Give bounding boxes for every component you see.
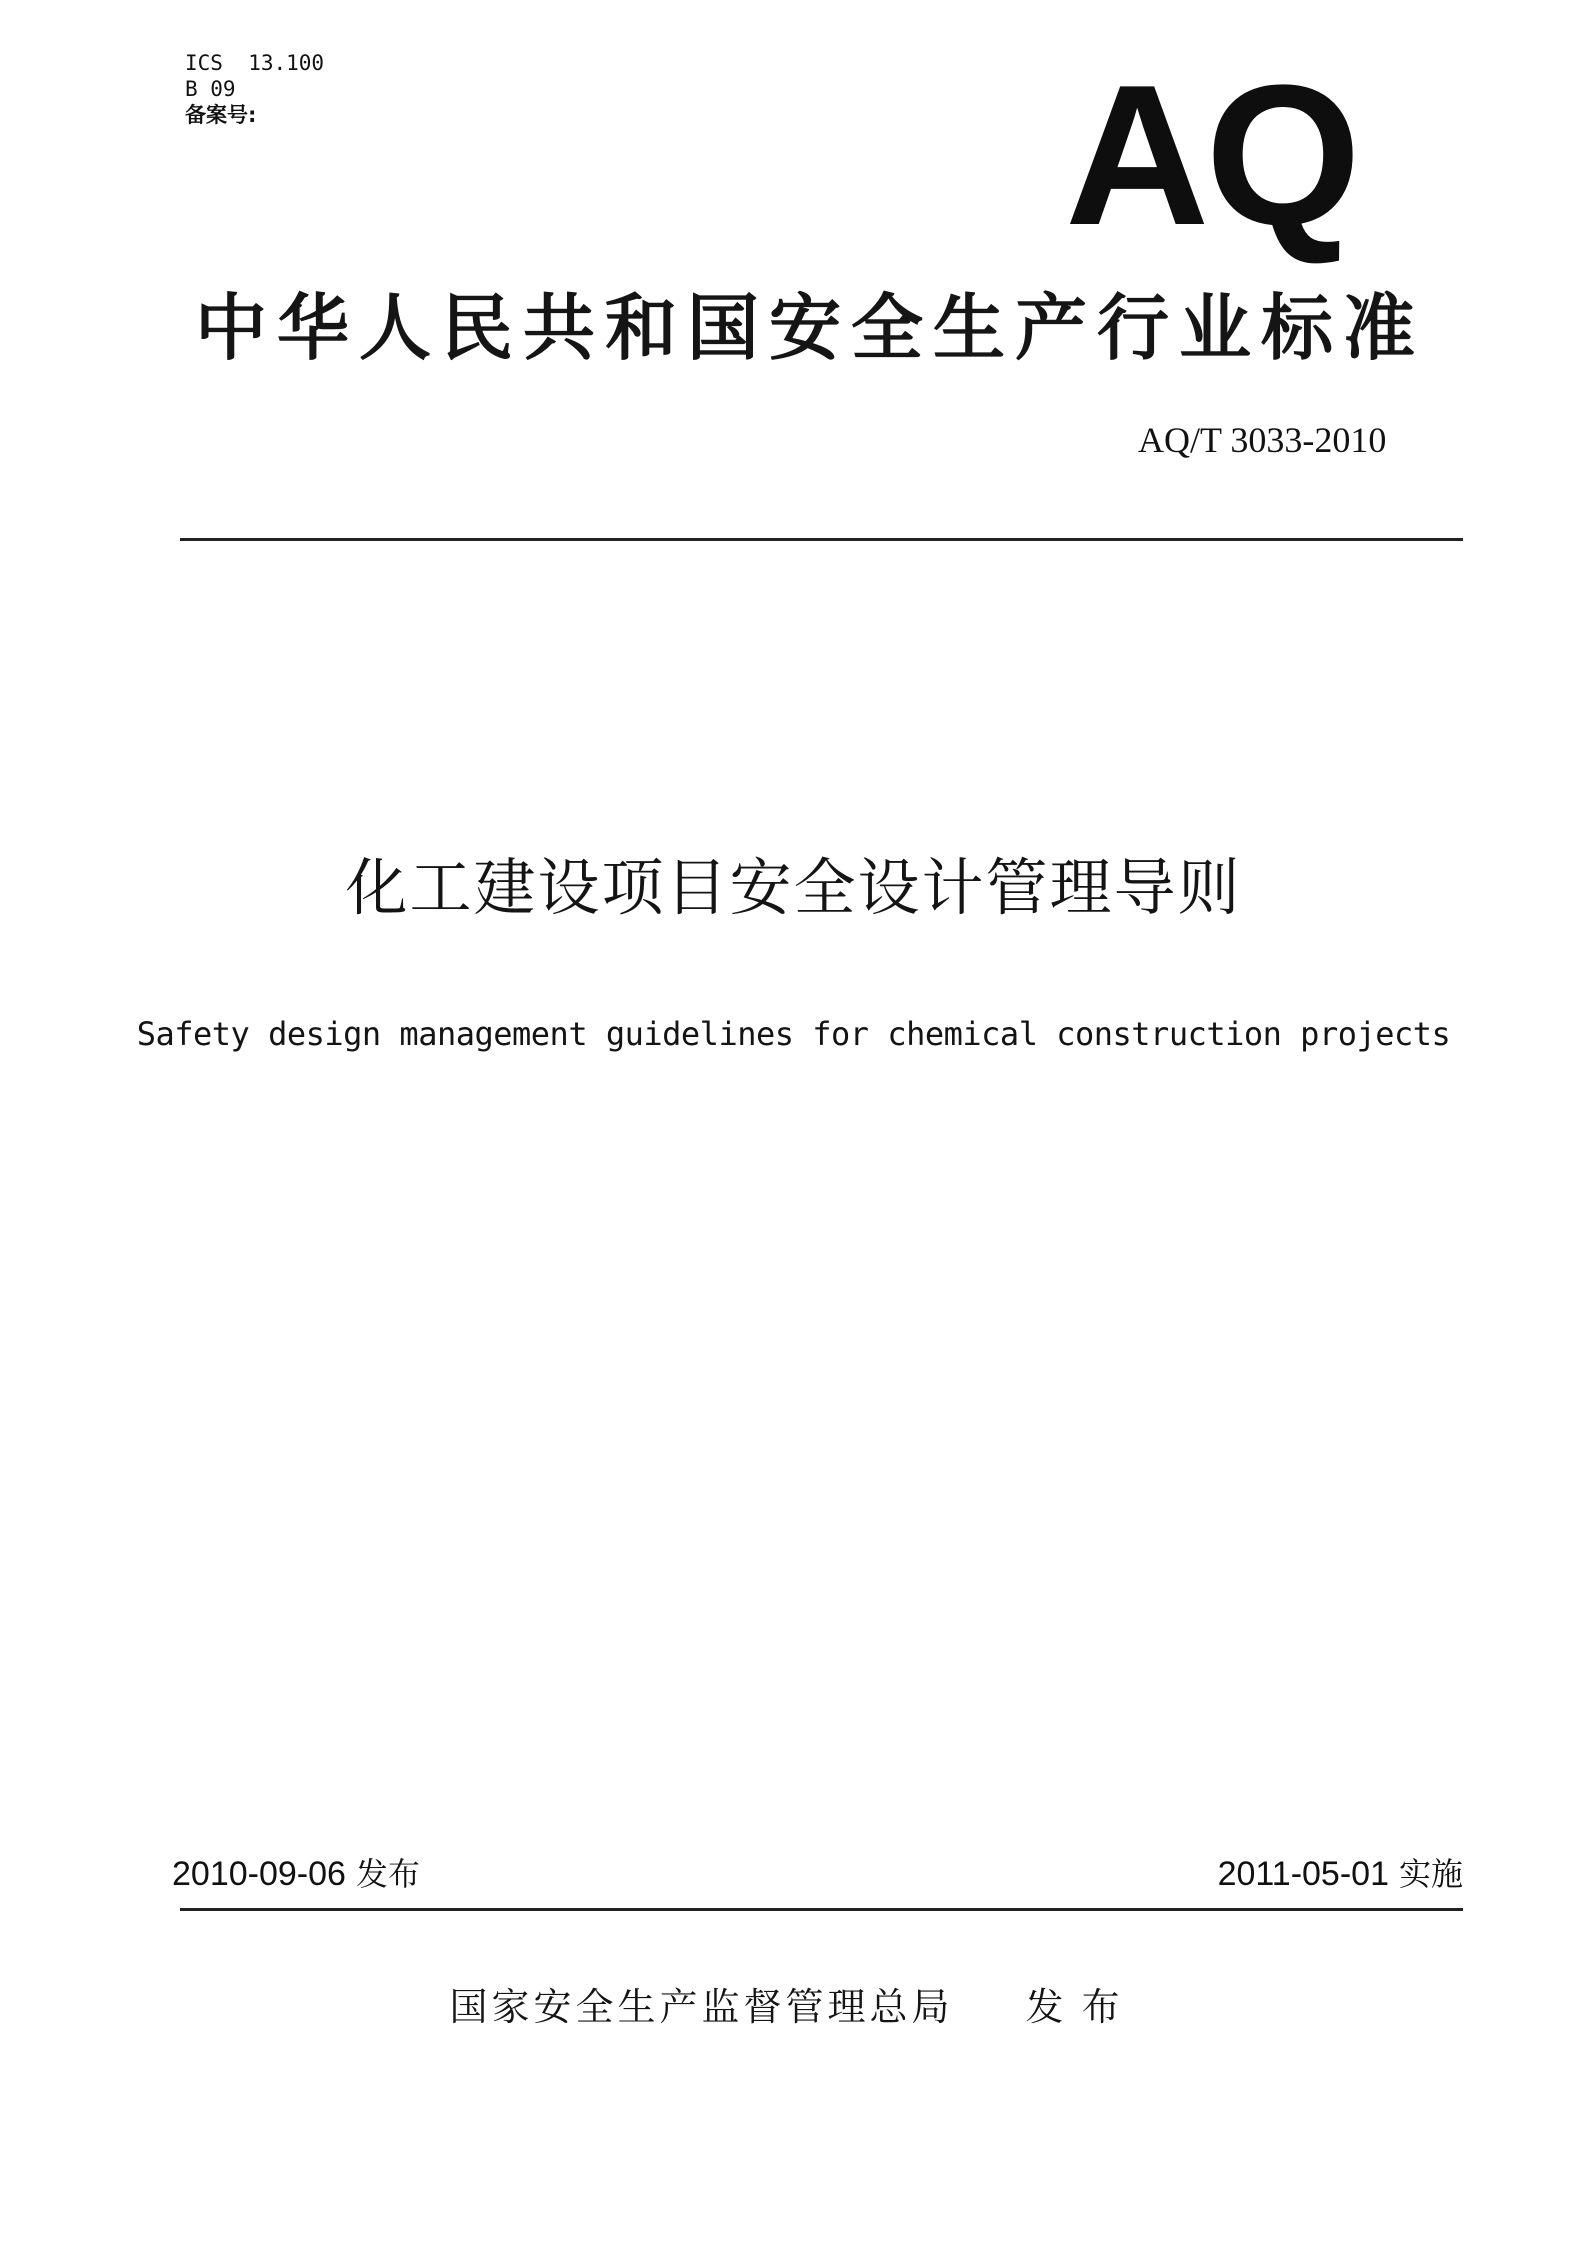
bottom-divider (180, 1908, 1463, 1911)
publisher-name: 国家安全生产监督管理总局 (449, 1985, 954, 2029)
standard-number: AQ/T 3033-2010 (1138, 420, 1387, 460)
implement-date-block (1218, 1852, 1463, 1896)
document-title-en: Safety design management guidelines for chemical construction projects (136, 1015, 1451, 1053)
issue-label: 发布 (355, 1855, 420, 1893)
issue-date: 2010-09-06 (172, 1855, 346, 1893)
classification-block (185, 50, 324, 128)
issue-date-block (172, 1852, 420, 1896)
publisher-action: 发布 (1025, 1985, 1138, 2029)
publisher-line (0, 1982, 1587, 2032)
aq-logo: AQ (1065, 44, 1357, 267)
ccs-code: B 09 (185, 77, 236, 101)
record-number: 备案号: (185, 103, 257, 127)
org-title: 中华人民共和国安全生产行业标准 (195, 286, 1426, 370)
implement-label: 实施 (1398, 1855, 1463, 1893)
top-divider (180, 538, 1463, 541)
document-title-cn: 化工建设项目安全设计管理导则 (345, 851, 1242, 924)
ics-code: ICS 13.100 (185, 51, 325, 75)
implement-date: 2011-05-01 (1217, 1855, 1389, 1893)
